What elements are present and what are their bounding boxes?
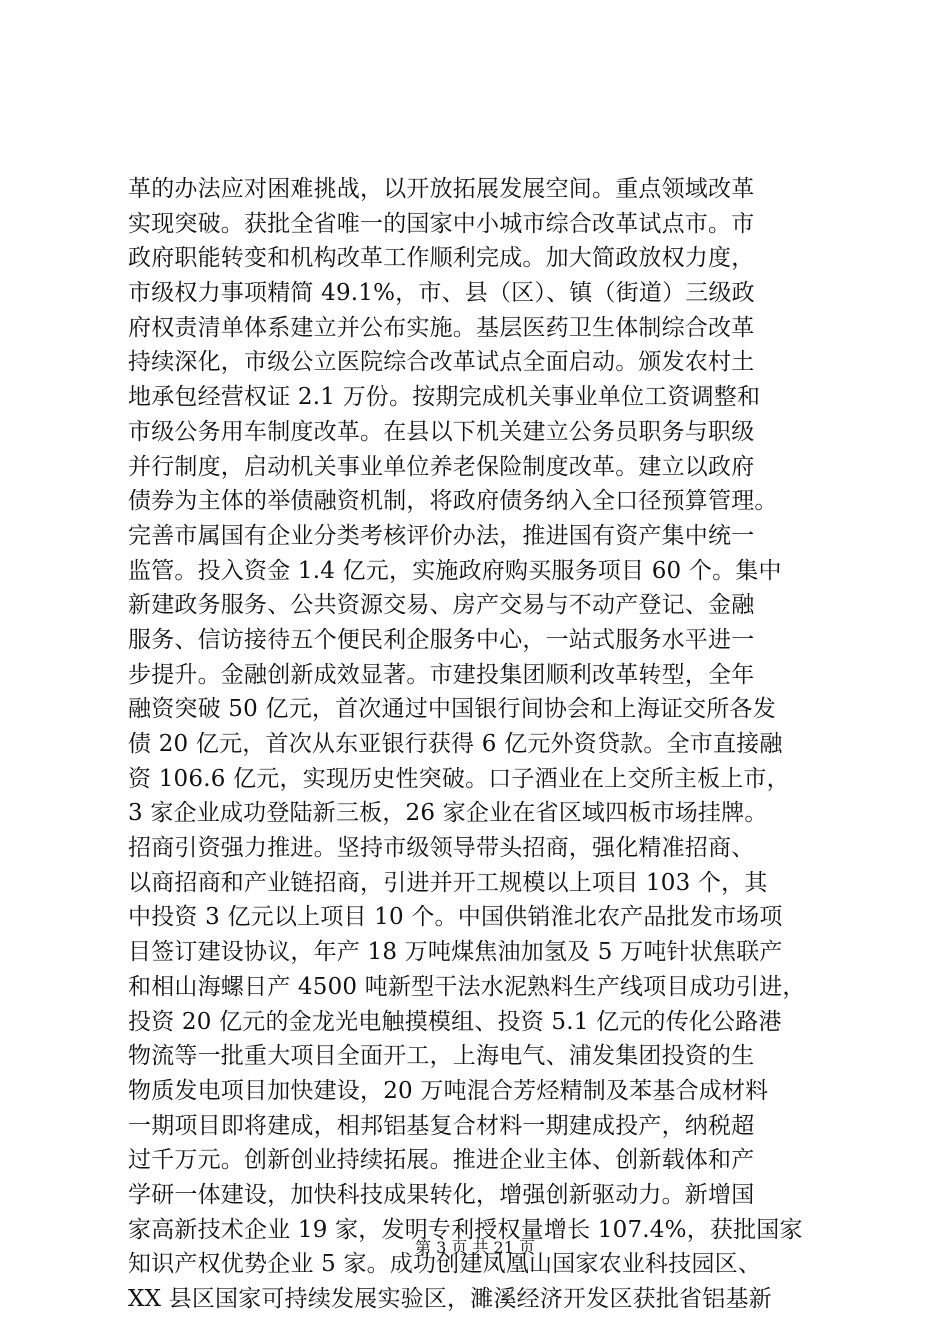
page-footer: 第 3 页 共 21 页 xyxy=(415,1238,535,1257)
text-line: 家高新技术企业 19 家，发明专利授权量增长 107.4%，获批国家 xyxy=(128,1216,803,1243)
text-line: 并行制度，启动机关事业单位养老保险制度改革。建立以政府 xyxy=(128,453,755,480)
text-line: 新建政务服务、公共资源交易、房产交易与不动产登记、金融 xyxy=(128,592,755,619)
text-line: 实现突破。获批全省唯一的国家中小城市综合改革试点市。市 xyxy=(128,210,755,237)
text-line: 府权责清单体系建立并公布实施。基层医药卫生体制综合改革 xyxy=(128,314,755,341)
text-line: XX 县区国家可持续发展实验区，濉溪经济开发区获批省铝基新 xyxy=(128,1286,772,1312)
text-line: 过千万元。创新创业持续拓展。推进企业主体、创新载体和产 xyxy=(128,1147,755,1174)
text-line: 完善市属国有企业分类考核评价办法，推进国有资产集中统一 xyxy=(128,522,755,549)
text-line: 债券为主体的举债融资机制，将政府债务纳入全口径预算管理。 xyxy=(128,488,778,515)
text-line: 市级权力事项精简 49.1%，市、县（区）、镇（街道）三级政 xyxy=(128,280,755,307)
text-line: 一期项目即将建成，相邦铝基复合材料一期建成投产，纳税超 xyxy=(128,1112,755,1139)
text-line: 步提升。金融创新成效显著。市建投集团顺利改革转型，全年 xyxy=(128,661,755,688)
text-line: 革的办法应对困难挑战，以开放拓展发展空间。重点领域改革 xyxy=(128,176,755,202)
text-line: 物质发电项目加快建设，20 万吨混合芳烃精制及苯基合成材料 xyxy=(128,1077,769,1104)
text-line: 政府职能转变和机构改革工作顺利完成。加大简政放权力度， xyxy=(128,245,755,272)
text-line: 资 106.6 亿元，实现历史性突破。口子酒业在上交所主板上市， xyxy=(128,765,790,792)
text-line: 地承包经营权证 2.1 万份。按期完成机关事业单位工资调整和 xyxy=(128,384,761,411)
text-line: 持续深化，市级公立医院综合改革试点全面启动。颁发农村土 xyxy=(128,349,755,376)
text-line: 中投资 3 亿元以上项目 10 个。中国供销淮北农产品批发市场项 xyxy=(128,904,783,931)
text-line: 市级公务用车制度改革。在县以下机关建立公务员职务与职级 xyxy=(128,418,755,445)
body-text xyxy=(128,172,838,1317)
text-line: 融资突破 50 亿元，首次通过中国银行间协会和上海证交所各发 xyxy=(128,696,776,723)
text-line: 和相山海螺日产 4500 吨新型干法水泥熟料生产线项目成功引进， xyxy=(128,973,806,1000)
text-line: 物流等一批重大项目全面开工，上海电气、浦发集团投资的生 xyxy=(128,1043,755,1070)
text-line: 招商引资强力推进。坚持市级领导带头招商，强化精准招商、 xyxy=(128,835,755,862)
text-line: 以商招商和产业链招商，引进并开工规模以上项目 103 个，其 xyxy=(128,869,768,896)
text-line: 知识产权优势企业 5 家。成功创建凤凰山国家农业科技园区、 xyxy=(128,1251,762,1278)
text-line: 投资 20 亿元的金龙光电触摸模组、投资 5.1 亿元的传化公路港 xyxy=(128,1008,782,1035)
text-line: 监管。投入资金 1.4 亿元，实施政府购买服务项目 60 个。集中 xyxy=(128,557,782,584)
text-line: 3 家企业成功登陆新三板，26 家企业在省区域四板市场挂牌。 xyxy=(128,800,768,827)
text-line: 目签订建设协议，年产 18 万吨煤焦油加氢及 5 万吨针状焦联产 xyxy=(128,939,783,966)
text-line: 债 20 亿元，首次从东亚银行获得 6 亿元外资贷款。全市直接融 xyxy=(128,731,783,757)
text-line: 服务、信访接待五个便民利企服务中心，一站式服务水平进一 xyxy=(128,626,755,653)
text-line: 学研一体建设，加快科技成果转化，增强创新驱动力。新增国 xyxy=(128,1181,755,1208)
